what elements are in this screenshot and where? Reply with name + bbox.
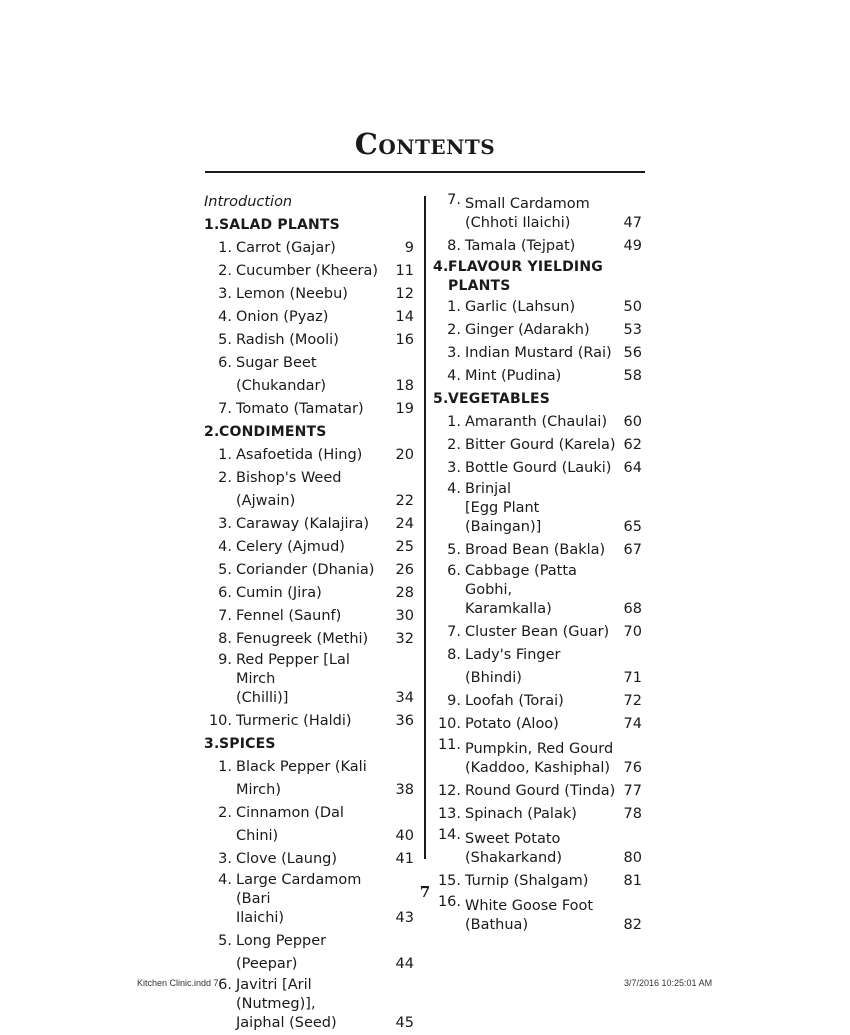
entry-number: 16. <box>437 894 461 910</box>
section-number: 4. <box>433 259 449 275</box>
entry-title: Potato (Aloo) <box>465 716 559 732</box>
entry-number: 6. <box>218 355 232 371</box>
entry-page: 30 <box>395 608 414 624</box>
entry-number: 5. <box>447 542 461 558</box>
entry-number: 3. <box>218 286 232 302</box>
entry-page: 12 <box>395 286 414 302</box>
toc-entry[interactable] <box>204 628 414 651</box>
entry-title: Tomato (Tamatar) <box>236 401 364 417</box>
entry-number: 3. <box>218 516 232 532</box>
entry-page: 20 <box>395 447 414 463</box>
entry-page: 34 <box>395 690 414 706</box>
entry-title: Asafoetida (Hing) <box>236 447 363 463</box>
entry-page: 18 <box>395 378 414 394</box>
toc-entry[interactable] <box>204 848 414 871</box>
entry-number: 6. <box>218 977 232 993</box>
entry-number: 1. <box>218 240 232 256</box>
entry-number: 4. <box>447 368 461 384</box>
entry-title: Black Pepper (Kali Mirch) <box>236 759 367 798</box>
toc-entry[interactable] <box>433 457 642 480</box>
toc-entry[interactable] <box>204 444 414 467</box>
entry-title: Broad Bean (Bakla) <box>465 542 606 558</box>
entry-number: 10. <box>208 713 232 729</box>
entry-page: 36 <box>395 713 414 729</box>
entry-number: 8. <box>447 238 461 254</box>
entry-page: 62 <box>623 437 642 453</box>
entry-title: Carrot (Gajar) <box>236 240 336 256</box>
toc-entry[interactable] <box>433 365 642 388</box>
entry-title: Turmeric (Haldi) <box>236 713 352 729</box>
entry-number: 9. <box>218 652 232 668</box>
entry-title: Bottle Gourd (Lauki) <box>465 460 612 476</box>
entry-number: 3. <box>218 851 232 867</box>
entry-number: 6. <box>447 563 461 579</box>
entry-page: 43 <box>395 910 414 926</box>
entry-page: 19 <box>395 401 414 417</box>
entry-page: 49 <box>623 238 642 254</box>
toc-entry[interactable] <box>204 871 414 930</box>
entry-page: 28 <box>395 585 414 601</box>
entry-page: 70 <box>623 624 642 640</box>
entry-title: Sugar Beet (Chukandar) <box>236 355 327 394</box>
entry-number: 7. <box>218 608 232 624</box>
toc-entry[interactable] <box>204 559 414 582</box>
toc-entry[interactable] <box>433 870 642 893</box>
entry-number: 1. <box>218 447 232 463</box>
entry-number: 7. <box>447 624 461 640</box>
entry-title: Pumpkin, Red Gourd (Kaddoo, Kashiphal) <box>465 741 614 776</box>
entry-title: Fennel (Saunf) <box>236 608 342 624</box>
entry-number: 4. <box>218 539 232 555</box>
entry-page: 74 <box>623 716 642 732</box>
entry-number: 1. <box>447 299 461 315</box>
entry-page: 72 <box>623 693 642 709</box>
section-title: SPICES <box>219 736 276 752</box>
toc-entry[interactable] <box>204 306 414 329</box>
entry-title: Small Cardamom (Chhoti Ilaichi) <box>465 196 590 231</box>
entry-title: Brinjal [Egg Plant (Baingan)] <box>465 481 542 535</box>
page-title: Contents <box>354 127 496 161</box>
entry-title: Amaranth (Chaulai) <box>465 414 608 430</box>
entry-page: 50 <box>623 299 642 315</box>
entry-title: Tamala (Tejpat) <box>465 238 576 254</box>
entry-title: Spinach (Palak) <box>465 806 577 822</box>
entry-title: Turnip (Shalgam) <box>465 873 589 889</box>
title-rule <box>205 171 645 173</box>
entry-title: Cumin (Jira) <box>236 585 322 601</box>
entry-page: 56 <box>623 345 642 361</box>
toc-entry[interactable] <box>204 536 414 559</box>
entry-number: 5. <box>218 332 232 348</box>
entry-page: 22 <box>395 493 414 509</box>
section-number: 2. <box>204 424 220 440</box>
entry-page: 44 <box>395 956 414 972</box>
section-heading <box>433 388 642 411</box>
entry-title: Onion (Pyaz) <box>236 309 329 325</box>
entry-number: 14. <box>437 827 461 843</box>
toc-entry[interactable] <box>204 352 414 398</box>
entry-number: 2. <box>218 805 232 821</box>
entry-title: Garlic (Lahsun) <box>465 299 576 315</box>
toc-entry[interactable] <box>433 644 642 690</box>
entry-page: 47 <box>623 215 642 231</box>
section-number: 1. <box>204 217 220 233</box>
entry-number: 4. <box>218 309 232 325</box>
column-divider <box>424 196 426 859</box>
contents-right-column <box>433 191 642 937</box>
entry-number: 7. <box>447 192 461 208</box>
toc-entry[interactable] <box>204 329 414 352</box>
entry-page: 76 <box>623 760 642 776</box>
entry-title: Cluster Bean (Guar) <box>465 624 610 640</box>
section-title: FLAVOUR YIELDING PLANTS <box>448 259 603 294</box>
page-number: 7 <box>419 883 431 901</box>
entry-number: 4. <box>447 481 461 497</box>
entry-number: 3. <box>447 460 461 476</box>
entry-title: Mint (Pudina) <box>465 368 562 384</box>
toc-entry[interactable] <box>433 826 642 870</box>
entry-title: Red Pepper [Lal Mirch (Chilli)] <box>236 652 350 706</box>
entry-page: 38 <box>395 782 414 798</box>
toc-entry[interactable] <box>204 260 414 283</box>
toc-entry[interactable] <box>204 398 414 421</box>
entry-page: 71 <box>623 670 642 686</box>
entry-page: 81 <box>623 873 642 889</box>
entry-page: 68 <box>623 601 642 617</box>
toc-entry[interactable] <box>433 803 642 826</box>
entry-number: 3. <box>447 345 461 361</box>
entry-number: 5. <box>218 933 232 949</box>
toc-entry[interactable] <box>204 605 414 628</box>
toc-entry[interactable] <box>433 713 642 736</box>
section-heading <box>433 258 642 296</box>
toc-entry[interactable] <box>204 930 414 976</box>
entry-number: 8. <box>218 631 232 647</box>
toc-entry[interactable] <box>433 411 642 434</box>
toc-entry[interactable] <box>433 319 642 342</box>
section-title: VEGETABLES <box>448 391 550 407</box>
toc-entry[interactable] <box>433 342 642 365</box>
entry-number: 10. <box>437 716 461 732</box>
entry-number: 8. <box>447 647 461 663</box>
entry-page: 60 <box>623 414 642 430</box>
section-heading <box>204 214 414 237</box>
entry-number: 1. <box>447 414 461 430</box>
toc-entry[interactable] <box>433 296 642 319</box>
entry-title: Round Gourd (Tinda) <box>465 783 616 799</box>
entry-page: 82 <box>623 917 642 933</box>
entry-number: 9. <box>447 693 461 709</box>
left-entries <box>204 214 414 1035</box>
toc-entry[interactable] <box>204 513 414 536</box>
section-heading <box>204 421 414 444</box>
entry-page: 25 <box>395 539 414 555</box>
entry-title: White Goose Foot (Bathua) <box>465 898 594 933</box>
entry-title: Long Pepper (Peepar) <box>236 933 327 972</box>
entry-title: Radish (Mooli) <box>236 332 339 348</box>
entry-title: Javitri [Aril (Nutmeg)], Jaiphal (Seed) <box>236 977 337 1031</box>
entry-title: Indian Mustard (Rai) <box>465 345 612 361</box>
entry-page: 14 <box>395 309 414 325</box>
entry-page: 45 <box>395 1015 414 1031</box>
entry-page: 67 <box>623 542 642 558</box>
entry-title: Cinnamon (Dal Chini) <box>236 805 344 844</box>
entry-page: 53 <box>623 322 642 338</box>
entry-title: Celery (Ajmud) <box>236 539 345 555</box>
toc-entry[interactable] <box>433 736 642 780</box>
toc-entry[interactable] <box>433 235 642 258</box>
entry-page: 40 <box>395 828 414 844</box>
toc-entry[interactable] <box>204 802 414 848</box>
entry-title: Large Cardamom (Bari Ilaichi) <box>236 872 362 926</box>
entry-number: 5. <box>218 562 232 578</box>
entry-page: 58 <box>623 368 642 384</box>
toc-entry[interactable] <box>433 621 642 644</box>
entry-number: 11. <box>437 737 461 753</box>
entry-title: Loofah (Torai) <box>465 693 564 709</box>
toc-entry[interactable] <box>204 756 414 802</box>
toc-entry[interactable] <box>433 780 642 803</box>
toc-entry[interactable] <box>433 893 642 937</box>
entry-page: 41 <box>395 851 414 867</box>
entry-title: Ginger (Adarakh) <box>465 322 590 338</box>
section-title: CONDIMENTS <box>219 424 327 440</box>
toc-entry[interactable] <box>204 582 414 605</box>
entry-title: Lady's Finger (Bhindi) <box>465 647 561 686</box>
entry-page: 9 <box>404 240 414 256</box>
toc-entry[interactable] <box>433 690 642 713</box>
section-heading <box>204 733 414 756</box>
toc-entry[interactable] <box>204 237 414 260</box>
toc-entry[interactable] <box>433 562 642 621</box>
entry-page: 16 <box>395 332 414 348</box>
footer-timestamp: 3/7/2016 10:25:01 AM <box>624 978 713 988</box>
entry-page: 64 <box>623 460 642 476</box>
entry-number: 12. <box>437 783 461 799</box>
entry-page: 77 <box>623 783 642 799</box>
entry-title: Cabbage (Patta Gobhi, Karamkalla) <box>465 563 577 617</box>
entry-title: Caraway (Kalajira) <box>236 516 370 532</box>
toc-entry[interactable] <box>433 539 642 562</box>
entry-page: 65 <box>623 519 642 535</box>
entry-number: 2. <box>218 470 232 486</box>
entry-page: 80 <box>623 850 642 866</box>
entry-page: 11 <box>395 263 414 279</box>
entry-number: 2. <box>447 322 461 338</box>
entry-page: 24 <box>395 516 414 532</box>
entry-number: 2. <box>447 437 461 453</box>
entry-title: Sweet Potato (Shakarkand) <box>465 831 563 866</box>
entry-title: Cucumber (Kheera) <box>236 263 378 279</box>
toc-entry[interactable] <box>433 434 642 457</box>
entry-title: Fenugreek (Methi) <box>236 631 369 647</box>
toc-entry[interactable] <box>433 480 642 539</box>
right-entries <box>433 191 642 937</box>
footer-file: Kitchen Clinic.indd 7 <box>137 978 219 988</box>
toc-entry[interactable] <box>204 976 414 1035</box>
entry-number: 6. <box>218 585 232 601</box>
entry-number: 4. <box>218 872 232 888</box>
toc-entry[interactable] <box>204 651 414 710</box>
entry-number: 2. <box>218 263 232 279</box>
toc-entry[interactable] <box>204 467 414 513</box>
section-title: SALAD PLANTS <box>219 217 340 233</box>
entry-page: 26 <box>395 562 414 578</box>
introduction-entry: Introduction <box>204 194 293 210</box>
entry-title: Lemon (Neebu) <box>236 286 348 302</box>
entry-title: Bitter Gourd (Karela) <box>465 437 616 453</box>
entry-title: Clove (Laung) <box>236 851 337 867</box>
entry-number: 1. <box>218 759 232 775</box>
section-number: 3. <box>204 736 220 752</box>
toc-entry[interactable] <box>433 191 642 235</box>
entry-number: 13. <box>437 806 461 822</box>
entry-title: Coriander (Dhania) <box>236 562 375 578</box>
entry-page: 78 <box>623 806 642 822</box>
contents-left-column <box>204 191 414 1035</box>
entry-title: Bishop's Weed (Ajwain) <box>236 470 342 509</box>
toc-entry[interactable] <box>204 283 414 306</box>
toc-entry[interactable] <box>204 710 414 733</box>
entry-number: 7. <box>218 401 232 417</box>
section-number: 5. <box>433 391 449 407</box>
entry-page: 32 <box>395 631 414 647</box>
entry-number: 15. <box>437 873 461 889</box>
